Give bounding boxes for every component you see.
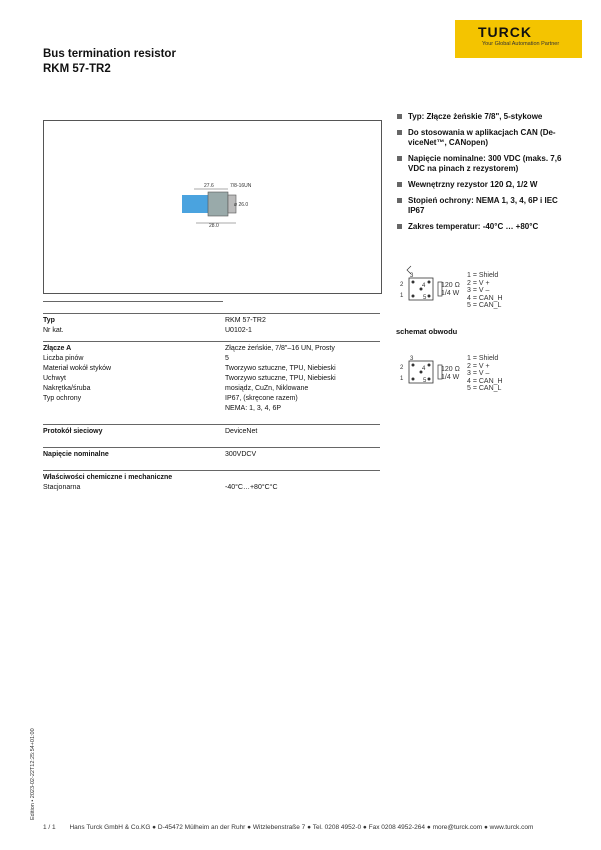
- feature-list: [397, 112, 572, 238]
- svg-text:1: 1: [400, 293, 404, 299]
- resistor-power-2: 1/4 W: [441, 373, 460, 381]
- dim-len: 28.0: [209, 223, 219, 229]
- footer-address: Hans Turck GmbH & Co.KG ● D-45472 Mülheim an der Ruhr ● Witzlebenstraße 7 ● Tel. 0208 4952-0 ● Fax 0208 4952-264 ● more@turck.com ● www.turck.com: [69, 824, 534, 831]
- svg-text:2: 2: [400, 365, 404, 371]
- svg-text:3: 3: [410, 273, 414, 279]
- table-row: Liczba pinów 5: [43, 355, 229, 362]
- svg-text:2: 2: [400, 282, 404, 288]
- document-title: [43, 47, 176, 77]
- table-row: Złącze A Złącze żeńskie, 7/8"–16 UN, Prosty: [43, 341, 380, 354]
- resistor-value: 120 Ω: [441, 282, 460, 289]
- table-row: NEMA: 1, 3, 4, 6P: [225, 405, 282, 412]
- schematic-diagram: [397, 345, 577, 395]
- feature-item: Zakres temperatur: -40°C … +80°C: [397, 222, 572, 232]
- dim-dia: ø 26.0: [234, 202, 249, 208]
- footer: [43, 824, 533, 831]
- svg-text:5: 5: [423, 378, 427, 384]
- title-line1: Bus termination resistor: [43, 48, 176, 60]
- schematic-title: schemat obwodu: [396, 327, 458, 336]
- cable-body: [182, 195, 210, 213]
- logo-text: TURCK: [478, 24, 532, 40]
- table-row: Materiał wokół styków Tworzywo sztuczne, TPU, Niebieski: [43, 365, 336, 372]
- resistor-value-2: 120 Ω: [441, 366, 460, 373]
- edition-stamp: Edition • 2023-02-22T12:25:54+01:00: [30, 728, 36, 820]
- feature-item: Napięcie nominalne: 300 VDC (maks. 7,6 VDC na pinach z rezystorem): [397, 154, 572, 174]
- connector-drawing: [44, 121, 381, 293]
- svg-text:4: 4: [422, 283, 426, 289]
- feature-item: Do stosowania w aplikacjach CAN (De-viceNet™, CANopen): [397, 128, 572, 148]
- table-row: Uchwyt Tworzywo sztuczne, TPU, Niebieski: [43, 375, 336, 382]
- table-row: Nr kat. U0102-1: [43, 327, 252, 334]
- table-row: Nakrętka/śruba mosiądz, CuZn, Niklowane: [43, 385, 309, 392]
- page-number: 1 / 1: [43, 824, 56, 831]
- turck-logo: [455, 20, 582, 58]
- table-row: Typ RKM 57-TR2: [43, 313, 380, 326]
- table-row: Typ ochrony IP67, (skręcone razem): [43, 395, 298, 402]
- title-line2: RKM 57-TR2: [43, 63, 111, 75]
- svg-text:4: 4: [422, 366, 426, 372]
- feature-item: Wewnętrzny rezystor 120 Ω, 1/2 W: [397, 180, 572, 190]
- table-row: Stacjonarna -40°C…+80°C°C: [43, 484, 278, 491]
- divider: [43, 301, 223, 302]
- svg-text:1: 1: [400, 376, 404, 382]
- table-row: Protokół sieciowy DeviceNet: [43, 424, 380, 437]
- table-row: Napięcie nominalne 300VDCV: [43, 447, 380, 460]
- dim-left: 27.6: [204, 183, 214, 189]
- feature-item: Stopień ochrony: NEMA 1, 3, 4, 6P i IEC IP67: [397, 196, 572, 216]
- table-row: Właściwości chemiczne i mechaniczne: [43, 470, 380, 483]
- pinout-diagram: [397, 262, 577, 312]
- logo-tagline: Your Global Automation Partner: [482, 41, 560, 47]
- feature-item: Typ: Złącze żeńskie 7/8", 5-stykowe: [397, 112, 572, 122]
- dim-thread: 7/8-16UN: [230, 183, 252, 189]
- spec-table: [43, 313, 380, 493]
- pin-list: 1 = Shield 2 = V + 3 = V – 4 = CAN_H 5 = CAN_L: [467, 272, 503, 309]
- pin-list-2: 1 = Shield 2 = V + 3 = V – 4 = CAN_H 5 = CAN_L: [467, 355, 503, 392]
- resistor-power: 1/4 W: [441, 289, 460, 297]
- svg-text:5: 5: [423, 295, 427, 301]
- svg-text:3: 3: [410, 356, 414, 362]
- connector-housing: [208, 192, 228, 216]
- product-drawing-box: [43, 120, 382, 294]
